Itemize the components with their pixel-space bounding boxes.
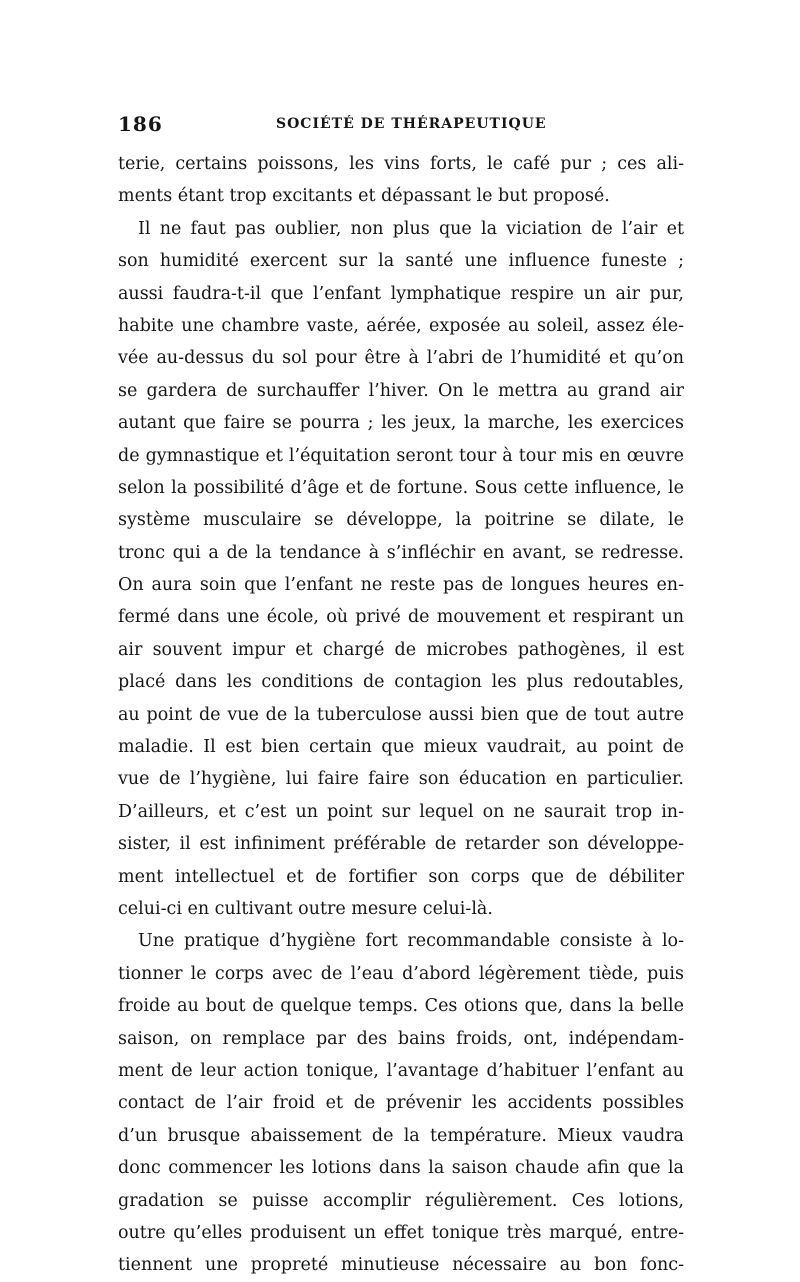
text-line: habite une chambre vaste, aérée, exposée au soleil, assez éle-: [118, 315, 684, 336]
text-line: vue de l’hygiène, lui faire faire son éducation en particulier.: [118, 769, 684, 790]
text-line: ment intellectuel et de fortifier son corps que de débiliter: [118, 866, 684, 887]
body-text: [118, 148, 684, 1282]
text-line: gradation se puisse accomplir régulièrement. Ces lotions,: [118, 1190, 684, 1211]
text-line: ment de leur action tonique, l’avantage d’habituer l’enfant au: [118, 1060, 684, 1081]
text-line: au point de vue de la tuberculose aussi bien que de tout autre: [118, 704, 684, 725]
text-line: selon la possibilité d’âge et de fortune. Sous cette influence, le: [118, 477, 684, 498]
text-line: contact de l’air froid et de prévenir les accidents possibles: [118, 1093, 684, 1114]
text-line: tiennent une propreté minutieuse nécessaire au bon fonc-: [118, 1255, 684, 1276]
text-line: froide au bout de quelque temps. Ces otions que, dans la belle: [118, 996, 684, 1017]
text-line: se gardera de surchauffer l’hiver. On le mettra au grand air: [118, 380, 684, 401]
text-line: système musculaire se développe, la poitrine se dilate, le: [118, 510, 684, 531]
paragraph-first-line: Il ne faut pas oublier, non plus que la viciation de l’air et: [138, 218, 684, 239]
text-line: ments étant trop excitants et dépassant le but proposé.: [118, 186, 610, 207]
text-line: tionner le corps avec de l’eau d’abord légèrement tiède, puis: [118, 963, 684, 984]
text-line: outre qu’elles produisent un effet tonique très marqué, entre-: [118, 1222, 684, 1243]
text-line: tronc qui a de la tendance à s’infléchir en avant, se redresse.: [118, 542, 684, 563]
text-line: autant que faire se pourra ; les jeux, la marche, les exercices: [118, 413, 684, 434]
page-header: [118, 110, 680, 140]
text-line: d’un brusque abaissement de la température. Mieux vaudra: [118, 1125, 684, 1146]
text-line: maladie. Il est bien certain que mieux vaudrait, au point de: [118, 737, 684, 758]
text-line: donc commencer les lotions dans la saison chaude afin que la: [118, 1158, 684, 1179]
text-line: terie, certains poissons, les vins forts, le café pur ; ces ali-: [118, 154, 684, 174]
text-line: vée au-dessus du sol pour être à l’abri de l’humidité et qu’on: [118, 348, 684, 369]
text-line: celui-ci en cultivant outre mesure celui-là.: [118, 898, 493, 919]
text-line: On aura soin que l’enfant ne reste pas de longues heures en-: [118, 575, 684, 596]
text-line: sister, il est infiniment préférable de retarder son développe-: [118, 834, 684, 855]
text-line: son humidité exercent sur la santé une influence funeste ;: [118, 251, 684, 272]
text-line: placé dans les conditions de contagion les plus redoutables,: [118, 672, 684, 693]
text-line: fermé dans une école, où privé de mouvement et respirant un: [118, 607, 684, 628]
text-line: D’ailleurs, et c’est un point sur lequel on ne saurait trop in-: [118, 801, 684, 822]
running-head: SOCIÉTÉ DE THÉRAPEUTIQUE: [276, 116, 547, 132]
text-line: aussi faudra-t-il que l’enfant lymphatique respire un air pur,: [118, 283, 684, 304]
text-line: saison, on remplace par des bains froids, ont, indépendam-: [118, 1028, 684, 1049]
text-line: de gymnastique et l’équitation seront tour à tour mis en œuvre: [118, 445, 684, 466]
text-line: air souvent impur et chargé de microbes pathogènes, il est: [118, 639, 684, 660]
paragraph-first-line: Une pratique d’hygiène fort recommandable consiste à lo-: [138, 931, 684, 952]
page-number: 186: [118, 112, 163, 136]
